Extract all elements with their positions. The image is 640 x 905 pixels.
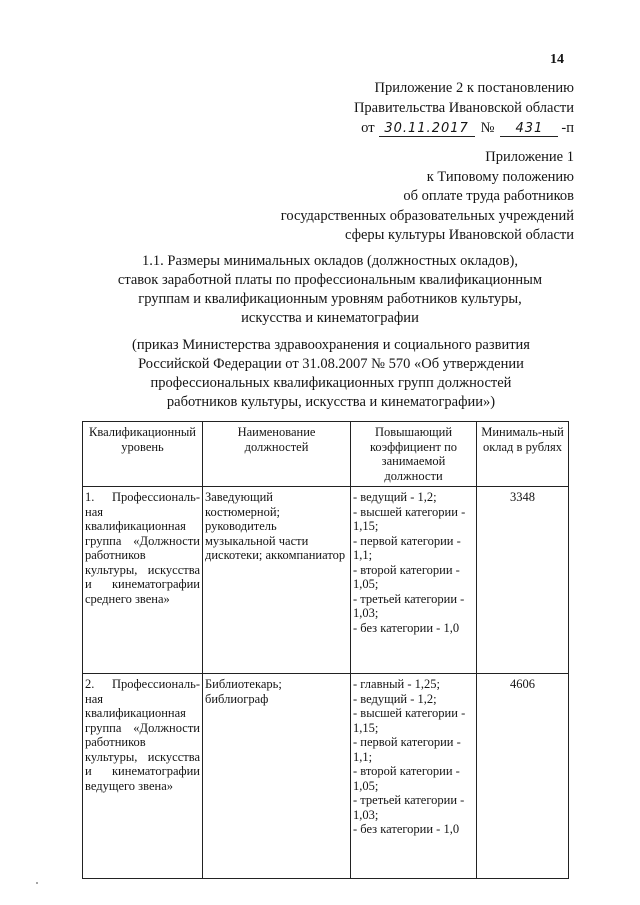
table-header-row	[83, 422, 569, 487]
order-reference	[96, 336, 566, 412]
number-label: №	[480, 120, 495, 136]
annex-block	[154, 148, 574, 246]
annex-line: сферы культуры Ивановской области	[344, 227, 574, 243]
coefficient-item: - высшей категории - 1,15;	[353, 706, 466, 735]
header-level: Квалификационный уровень	[83, 422, 203, 487]
order-line: профессиональных квалификационных групп должностей	[150, 375, 512, 391]
approval-line-2: Правительства Ивановской области	[353, 100, 574, 116]
qualification-level: 1. Профессиональ-ная квалификационная группа «Должности работников культуры, искусства и кинематографии среднего звена»	[83, 487, 203, 674]
approval-reference	[214, 118, 574, 138]
position-names: Библиотекарь; библиограф	[203, 674, 351, 879]
salary-table	[82, 421, 569, 879]
table-row	[83, 487, 569, 674]
qualification-level: 2. Профессиональ-ная квалификационная группа «Должности работников культуры, искусства и кинематографии ведущего звена»	[83, 674, 203, 879]
position-names: Заведующий костюмерной; руководитель музыкальной части дискотеки; аккомпаниатор	[203, 487, 351, 674]
section-title	[90, 252, 570, 328]
coefficient-item: - без категории - 1,0	[353, 822, 460, 836]
approval-block	[214, 78, 574, 138]
order-line: Российской Федерации от 31.08.2007 № 570 «Об утверждении	[138, 356, 524, 372]
title-line: 1.1. Размеры минимальных окладов (должностных окладов),	[142, 253, 518, 269]
coefficient-item: - ведущий - 1,2;	[353, 691, 437, 706]
table-row	[83, 674, 569, 879]
coefficient-item: - первой категории - 1,1;	[353, 533, 461, 562]
annex-line: Приложение 1	[485, 149, 574, 165]
title-line: искусства и кинематографии	[241, 310, 419, 326]
coefficient-item: - второй категории - 1,05;	[353, 562, 460, 591]
coefficient-item: - главный - 1,25;	[353, 677, 441, 691]
header-coefficient: Повышающий коэффициент по занимаемой должности	[351, 422, 477, 487]
annex-line: к Типовому положению	[426, 168, 574, 185]
header-salary: Минималь-ный оклад в рублях	[477, 422, 569, 487]
minimum-salary: 3348	[477, 487, 569, 674]
scan-speck	[36, 882, 38, 884]
coefficient-item: - первой категории - 1,1;	[353, 735, 461, 764]
order-line: (приказ Министерства здравоохранения и социального развития	[132, 337, 530, 353]
coefficient-list	[351, 674, 477, 879]
annex-line: государственных образовательных учреждений	[280, 207, 574, 224]
approval-line-1: Приложение 2 к постановлению	[374, 80, 574, 96]
decree-number: 431	[500, 122, 558, 137]
coefficient-item: - ведущий - 1,2;	[353, 490, 437, 504]
decree-date: 30.11.2017	[379, 122, 475, 137]
minimum-salary: 4606	[477, 674, 569, 879]
coefficient-item: - высшей категории - 1,15;	[353, 504, 466, 533]
number-suffix: -п	[561, 120, 574, 136]
coefficient-item: - второй категории - 1,05;	[353, 764, 460, 793]
title-line: группам и квалификационным уровням работников культуры,	[138, 291, 522, 307]
page-number: 14	[550, 52, 564, 67]
coefficient-item: - без категории - 1,0	[353, 620, 460, 635]
order-line: работников культуры, искусства и кинематографии»)	[166, 394, 496, 410]
coefficient-list	[351, 487, 477, 674]
coefficient-item: - третьей категории - 1,03;	[353, 591, 465, 620]
title-line: ставок заработной платы по профессиональным квалификационным	[117, 272, 543, 288]
header-positions: Наименование должностей	[203, 422, 351, 487]
from-label: от	[361, 120, 375, 136]
annex-line: об оплате труда работников	[403, 188, 574, 204]
coefficient-item: - третьей категории - 1,03;	[353, 793, 465, 822]
